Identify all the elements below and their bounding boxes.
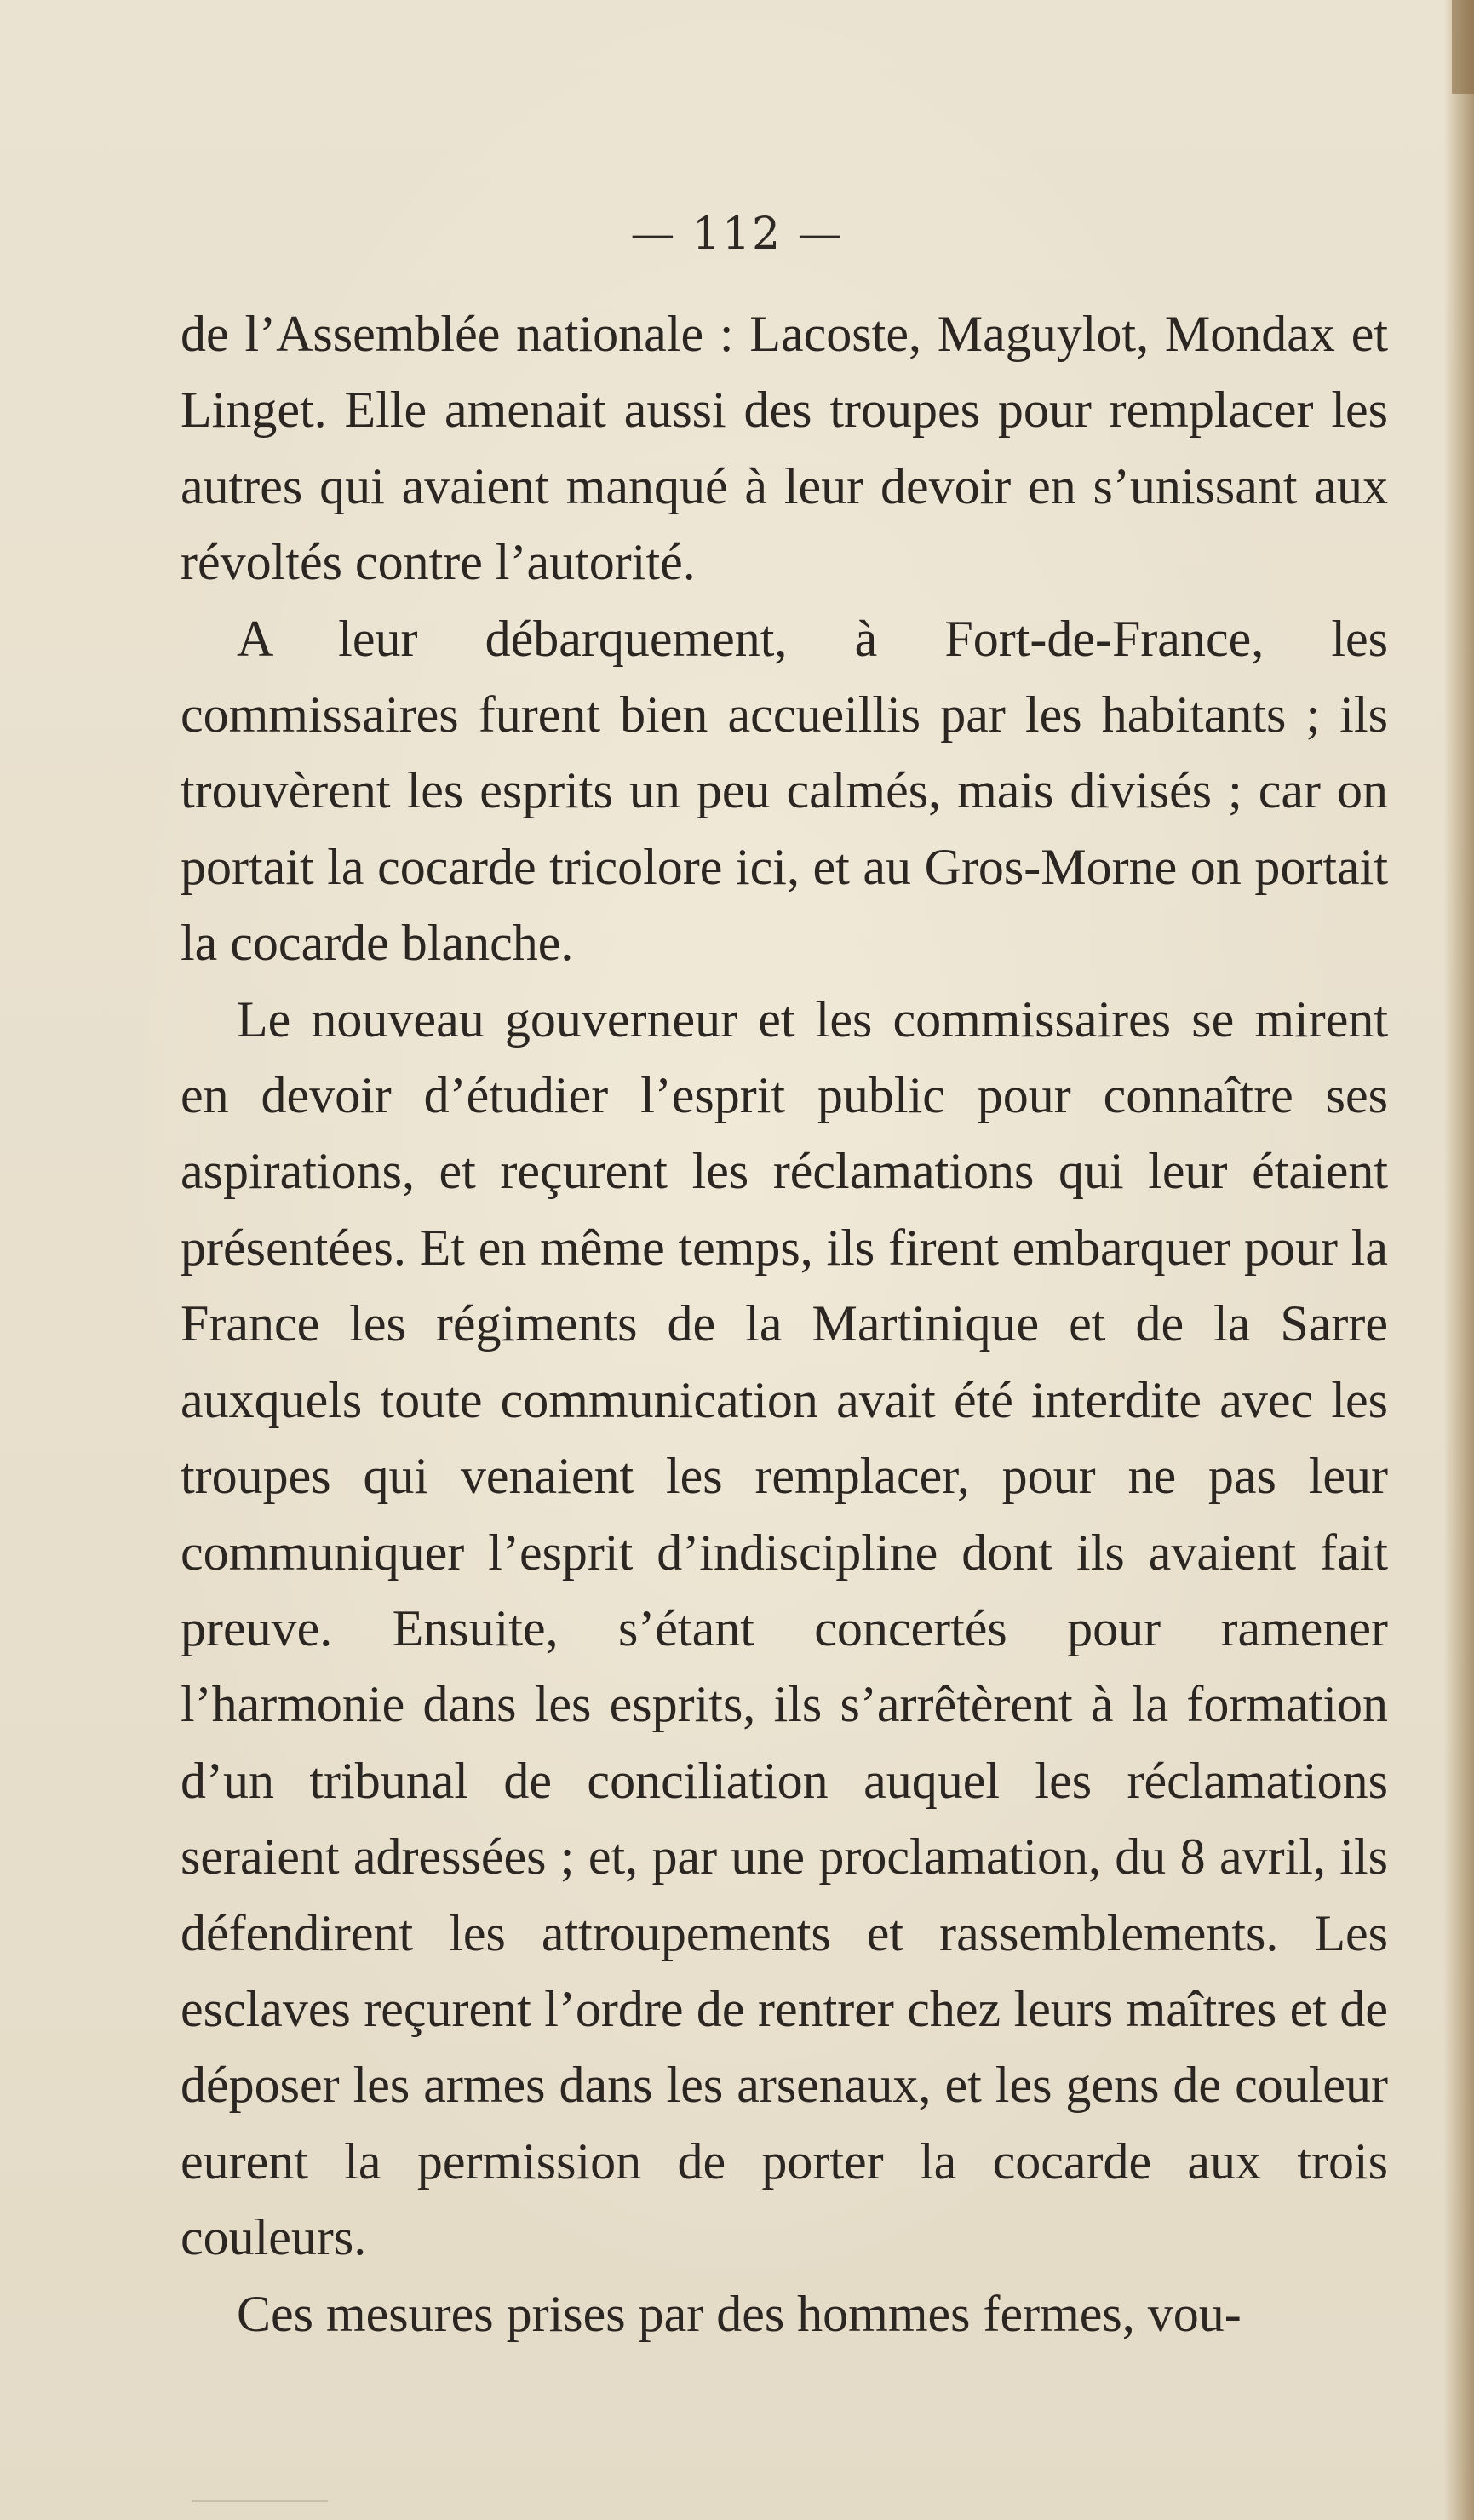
- page-edge-tab: [1452, 0, 1474, 94]
- paragraph-debarquement: A leur débarquement, à Fort-de-France, les commissaires furent bien accueillis par les habitants ; ils trouvèrent les esprits un peu calmés, mais divisés ; car on portait la cocarde tricolore ici, et au Gros-Morne on portait la cocarde blanche.: [181, 610, 1388, 972]
- page-edge-shadow: [1443, 0, 1474, 2520]
- paragraph-mesures: Ces mesures prises par des hommes fermes, vou-: [237, 2285, 1242, 2342]
- body-text: [181, 296, 1388, 2352]
- page-number: — 112 —: [630, 209, 844, 260]
- paragraph-continuation: de l’Assemblée nationale : Lacoste, Maguylot, Mondax et Linget. Elle amenait aussi des troupes pour remplacer les autres qui avaient manqué à leur devoir en s’unissant aux révoltés contre l’autorité.: [181, 306, 1388, 591]
- paragraph-nouveau-gouverneur: Le nouveau gouverneur et les commissaires se mirent en devoir d’étudier l’esprit public pour connaître ses aspirations, et reçurent les réclamations qui leur étaient présentées. Et en même temps, ils firent embarquer pour la France les régiments de la Martinique et de la Sarre auxquels toute communication avait été interdite avec les troupes qui venaient les remplacer, pour ne pas leur communiquer l’esprit d’indiscipline dont ils avaient fait preuve. Ensuite, s’étant concertés pour ramener l’harmonie dans les esprits, ils s’arrêtèrent à la formation d’un tribunal de conciliation auquel les réclamations seraient adressées ; et, par une proclamation, du 8 avril, ils défendirent les attroupements et rassemblements. Les esclaves reçurent l’ordre de rentrer chez leurs maîtres et de déposer les armes dans les arsenaux, et les gens de couleur eurent la permission de porter la cocarde aux trois couleurs.: [181, 990, 1388, 2266]
- footer-rule: [192, 2500, 328, 2502]
